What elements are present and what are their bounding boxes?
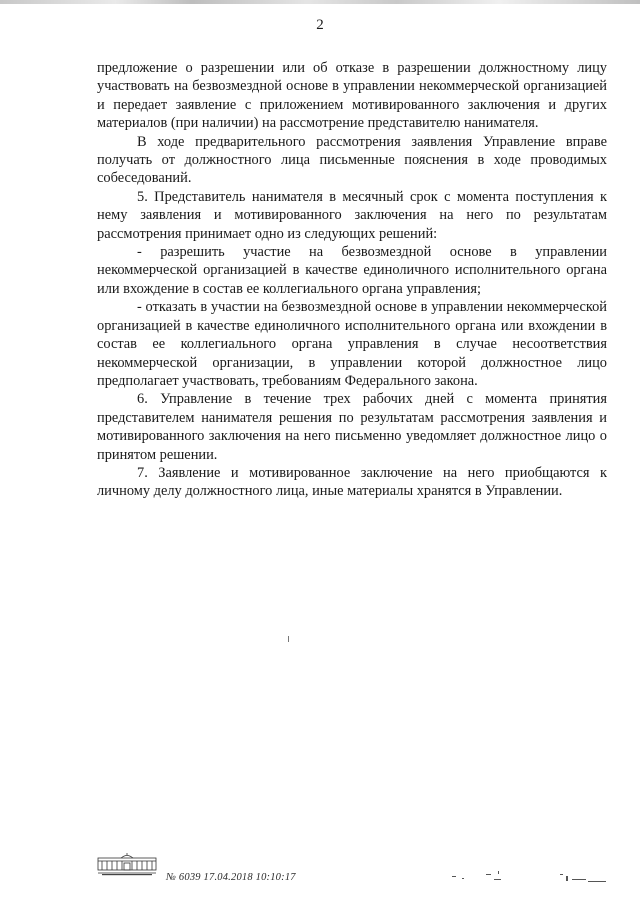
paragraph-preliminary-review: В ходе предварительного рассмотрения заявления Управление вправе получать от должностного лица письменные пояснения в ходе проводимых собеседований. [97, 133, 607, 187]
scan-speck [288, 636, 289, 642]
paragraph-decision-permit: - разрешить участие на безвозмездной основе в управлении некоммерческой организацией в качестве единоличного исполнительного органа или вхождение в состав ее коллегиального органа управления; [97, 244, 607, 297]
scan-top-edge [0, 0, 640, 4]
government-building-emblem-icon [96, 852, 158, 876]
paragraph-item-6: 6. Управление в течение трех рабочих дней с момента принятия представителем нанимателя решения по результатам рассмотрения заявления и мотивированного заключения на него письменно уведомляет должностное лицо о принятом решении. [97, 391, 607, 463]
paragraph-continuation: предложение о разрешении или об отказе в разрешении должностному лицу участвовать на безвозмездной основе в управлении некоммерческой организацией и передает заявление с приложением мотивированного заключения и других материалов (при наличии) на рассмотрение представителю нанимателя. [97, 60, 607, 132]
registration-number: № 6039 17.04.2018 10:10:17 [166, 872, 296, 883]
paragraph-item-5: 5. Представитель нанимателя в месячный срок с момента поступления к нему заявления и мотивированного заключения на него по результатам рассмотрения принимает одно из следующих решений: [97, 188, 607, 242]
page-number: 2 [316, 17, 324, 33]
document-body [97, 59, 607, 501]
registration-footer [96, 852, 616, 892]
paragraph-item-7: 7. Заявление и мотивированное заключение на него приобщаются к личному делу должностного лица, иные материалы хранятся в Управлении. [97, 464, 607, 500]
paragraph-decision-refuse: - отказать в участии на безвозмездной основе в управлении некоммерческой организацией в качестве единоличного исполнительного органа или вхождении в состав ее коллегиального органа управления в случае несоответствия некоммерческой организации, в управлении которой должностное лицо предполагает участвовать, требованиям Федерального закона. [97, 299, 607, 389]
